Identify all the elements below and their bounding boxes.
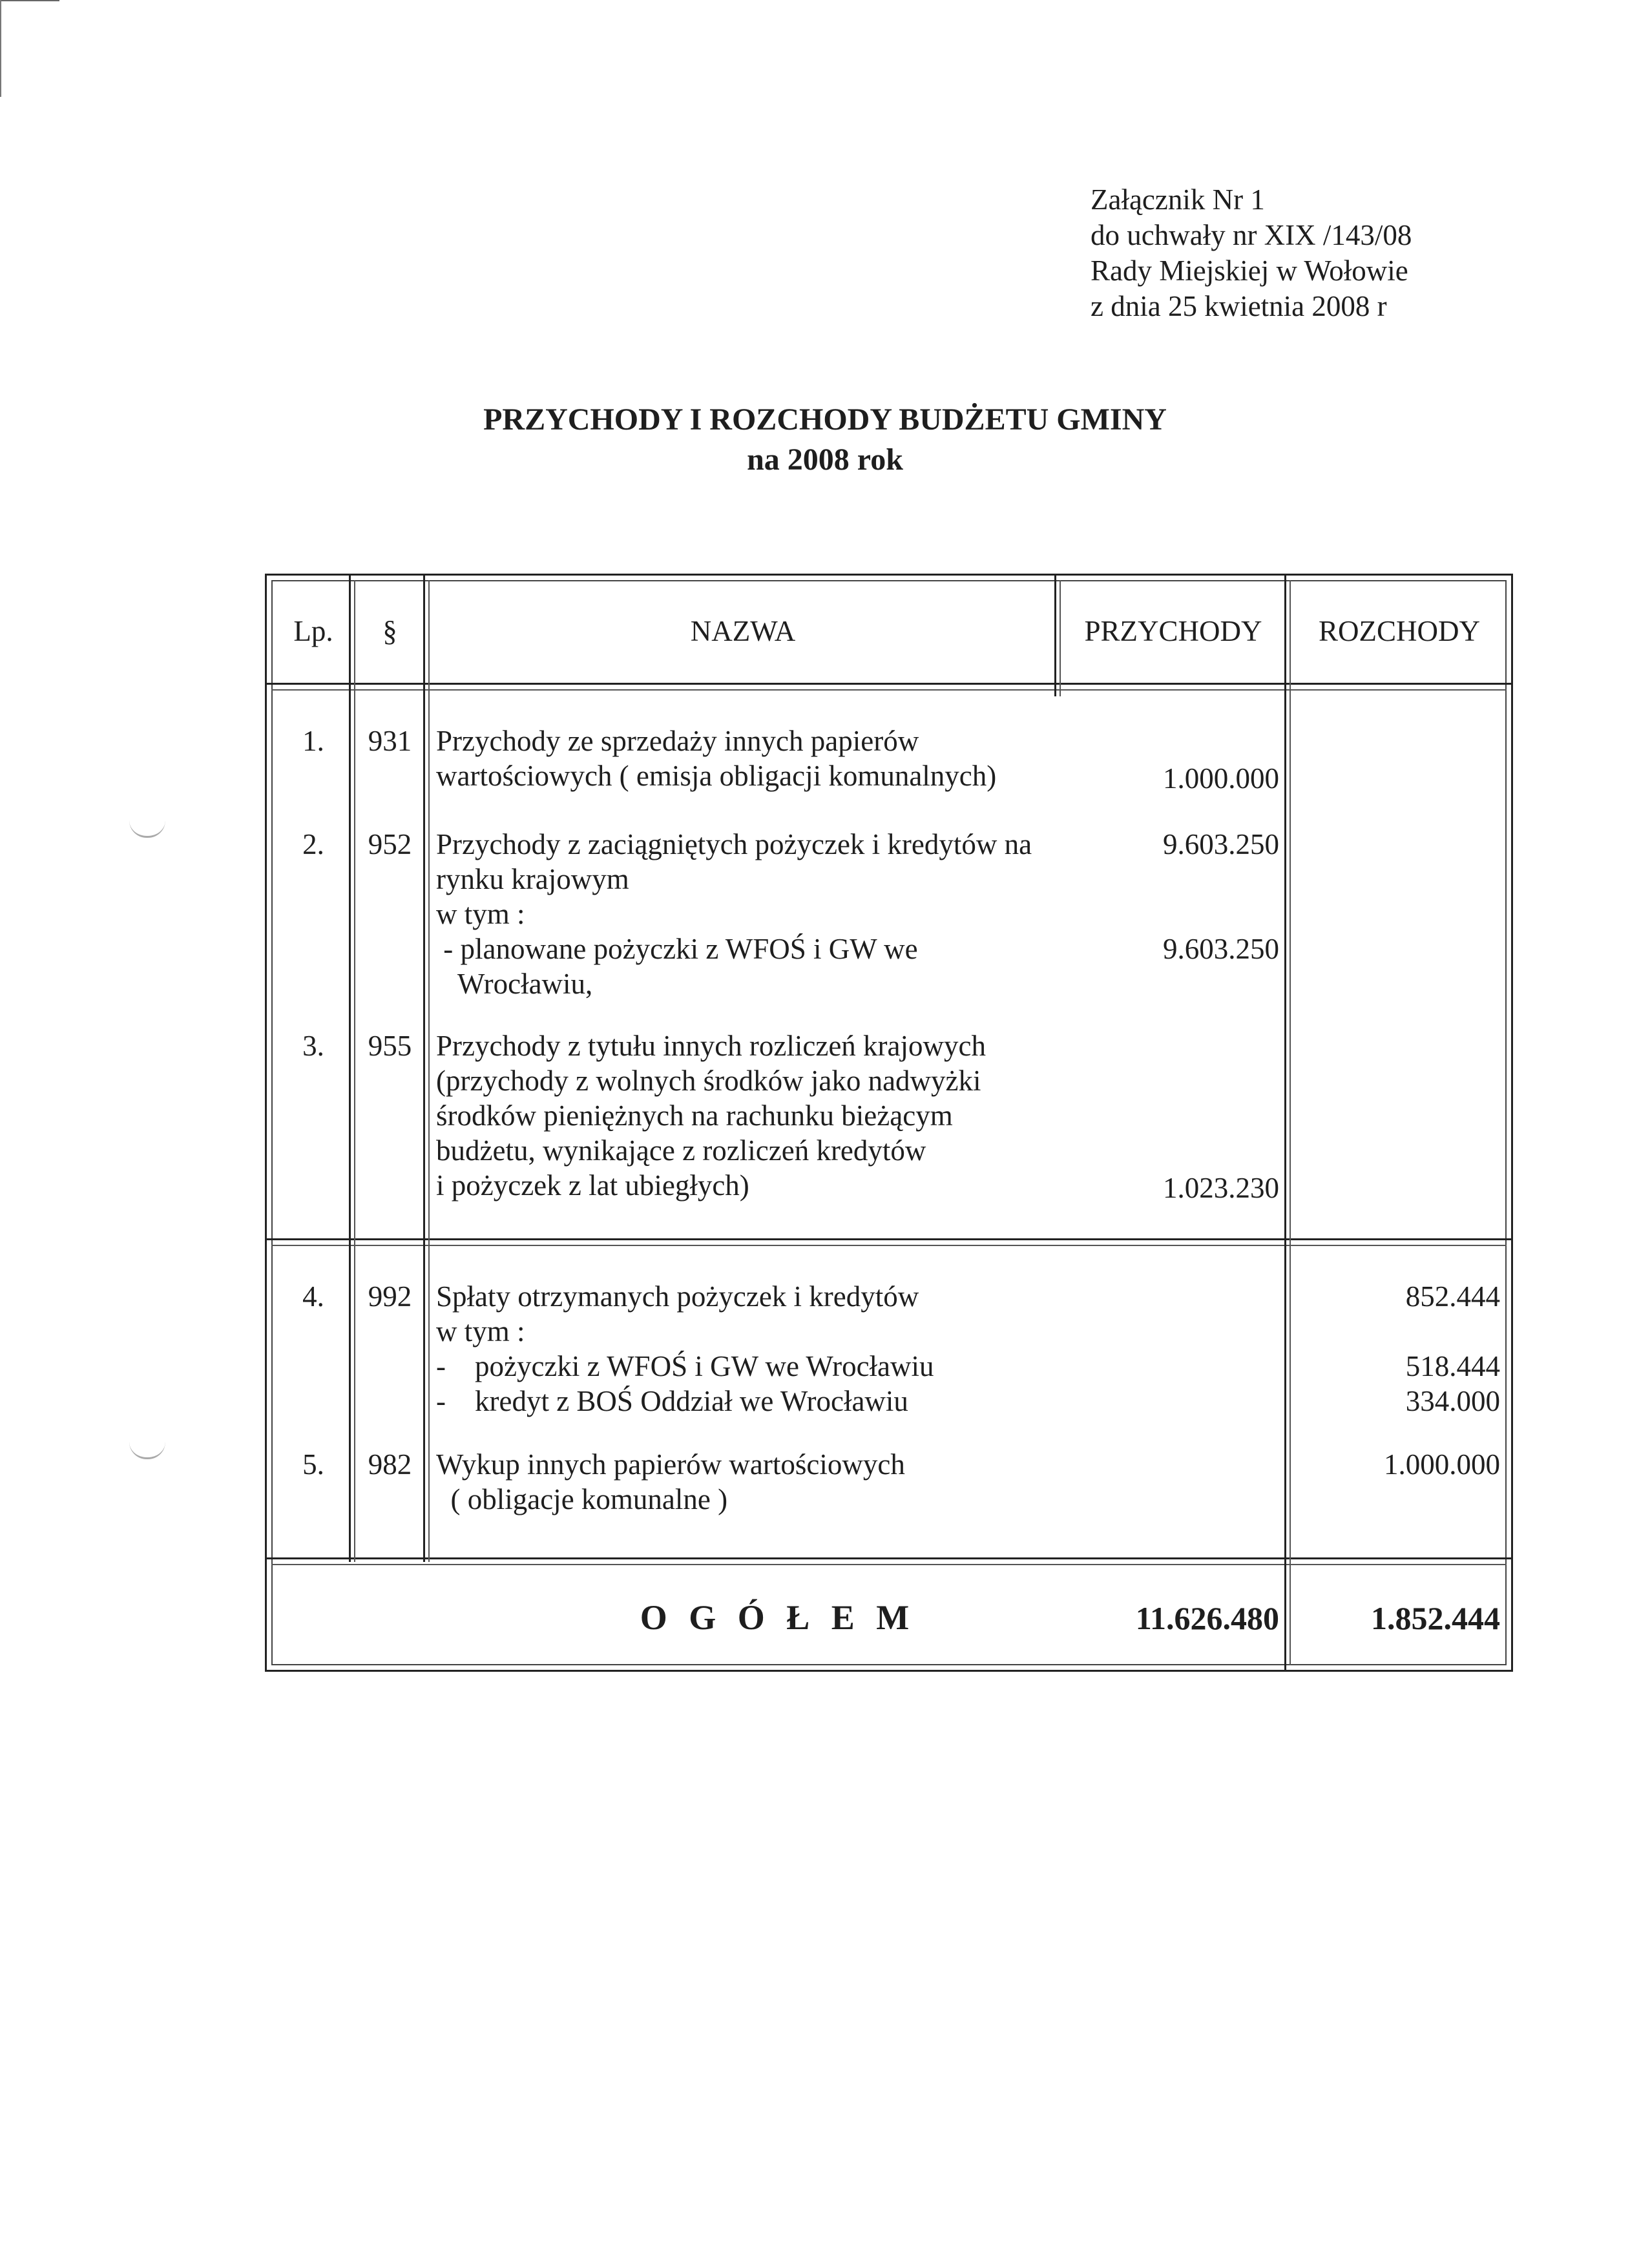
punch-hole-mark <box>129 820 165 838</box>
column-divider-lp <box>349 574 351 1562</box>
header-expense: ROZCHODY <box>1318 615 1480 647</box>
header-name: NAZWA <box>690 615 796 647</box>
row-income: 1.023.230 <box>1163 1172 1279 1204</box>
row-lp: 3. <box>302 1030 324 1062</box>
header-income: PRZYCHODY <box>1084 615 1262 647</box>
row-expense-sub: 334.000 <box>1405 1385 1500 1417</box>
row-name-line: wartościowych ( emisja obligacji komunalnych) <box>436 760 997 792</box>
row-paragraph: 955 <box>368 1030 412 1062</box>
document-subtitle: na 2008 rok <box>747 442 903 477</box>
annex-line-1: Załącznik Nr 1 <box>1091 183 1265 216</box>
header-paragraph: § <box>382 615 397 647</box>
row-paragraph: 992 <box>368 1280 412 1313</box>
annex-line-4: z dnia 25 kwietnia 2008 r <box>1091 290 1387 322</box>
total-income: 11.626.480 <box>1135 1600 1279 1636</box>
row-lp: 2. <box>302 828 324 860</box>
row-expense: 852.444 <box>1405 1280 1500 1313</box>
punch-hole-mark <box>129 1442 165 1459</box>
row-name-line: Przychody z zaciągniętych pożyczek i kredytów na <box>436 828 1032 860</box>
row-name-line: w tym : <box>436 1315 525 1347</box>
header-separator <box>265 683 1513 685</box>
column-divider-paragraph-inner <box>428 580 430 1562</box>
scan-edge-line <box>0 0 1 97</box>
row-income-sub: 9.603.250 <box>1163 933 1279 965</box>
row-name-line: środków pieniężnych na rachunku bieżącym <box>436 1099 953 1132</box>
column-divider-lp-inner <box>354 580 355 1562</box>
header-separator-inner <box>271 689 1507 691</box>
row-name-line: i pożyczek z lat ubiegłych) <box>436 1169 749 1202</box>
column-divider-income-inner <box>1290 580 1291 1665</box>
row-name-line: - kredyt z BOŚ Oddział we Wrocławiu <box>436 1385 908 1417</box>
row-income: 9.603.250 <box>1163 828 1279 860</box>
annex-line-3: Rady Miejskiej w Wołowie <box>1091 255 1408 287</box>
row-name-line: - planowane pożyczki z WFOŚ i GW we <box>436 933 918 965</box>
row-name-line: Przychody ze sprzedaży innych papierów <box>436 725 919 757</box>
row-name-line: Przychody z tytułu innych rozliczeń krajowych <box>436 1030 986 1062</box>
column-divider-name-header-inner <box>1060 580 1061 696</box>
income-expense-separator <box>265 1238 1513 1240</box>
row-paragraph: 982 <box>368 1448 412 1481</box>
row-paragraph: 952 <box>368 828 412 860</box>
row-lp: 5. <box>302 1448 324 1481</box>
row-name-line: (przychody z wolnych środków jako nadwyżki <box>436 1065 981 1097</box>
row-name-line: w tym : <box>436 898 525 930</box>
row-name-line: - pożyczki z WFOŚ i GW we Wrocławiu <box>436 1350 934 1382</box>
header-lp: Lp. <box>293 615 333 647</box>
income-expense-separator-inner <box>271 1245 1507 1246</box>
row-expense-sub: 518.444 <box>1405 1350 1500 1382</box>
row-name-line: budżetu, wynikające z rozliczeń kredytów <box>436 1134 926 1167</box>
row-name-line: Spłaty otrzymanych pożyczek i kredytów <box>436 1280 919 1313</box>
row-expense: 1.000.000 <box>1384 1448 1500 1481</box>
column-divider-name-header <box>1054 574 1056 696</box>
row-name-line: Wykup innych papierów wartościowych <box>436 1448 905 1481</box>
row-paragraph: 931 <box>368 725 412 757</box>
total-label: O G Ó Ł E M <box>640 1598 916 1637</box>
total-separator <box>265 1557 1513 1559</box>
row-lp: 4. <box>302 1280 324 1313</box>
annex-note <box>1091 182 1412 324</box>
document-title: PRZYCHODY I ROZCHODY BUDŻETU GMINY <box>483 402 1167 437</box>
row-income: 1.000.000 <box>1163 762 1279 795</box>
row-name-line: Wrocławiu, <box>436 968 593 1000</box>
column-divider-paragraph <box>423 574 425 1562</box>
total-separator-inner <box>271 1564 1507 1565</box>
total-expense: 1.852.444 <box>1371 1600 1500 1636</box>
row-lp: 1. <box>302 725 324 757</box>
row-name-line: rynku krajowym <box>436 863 629 895</box>
column-divider-income <box>1284 574 1286 1672</box>
annex-line-2: do uchwały nr XIX /143/08 <box>1091 219 1412 251</box>
column-divider-total <box>1284 1557 1286 1672</box>
scan-corner-mark <box>0 0 59 17</box>
row-name-line: ( obligacje komunalne ) <box>436 1483 728 1515</box>
